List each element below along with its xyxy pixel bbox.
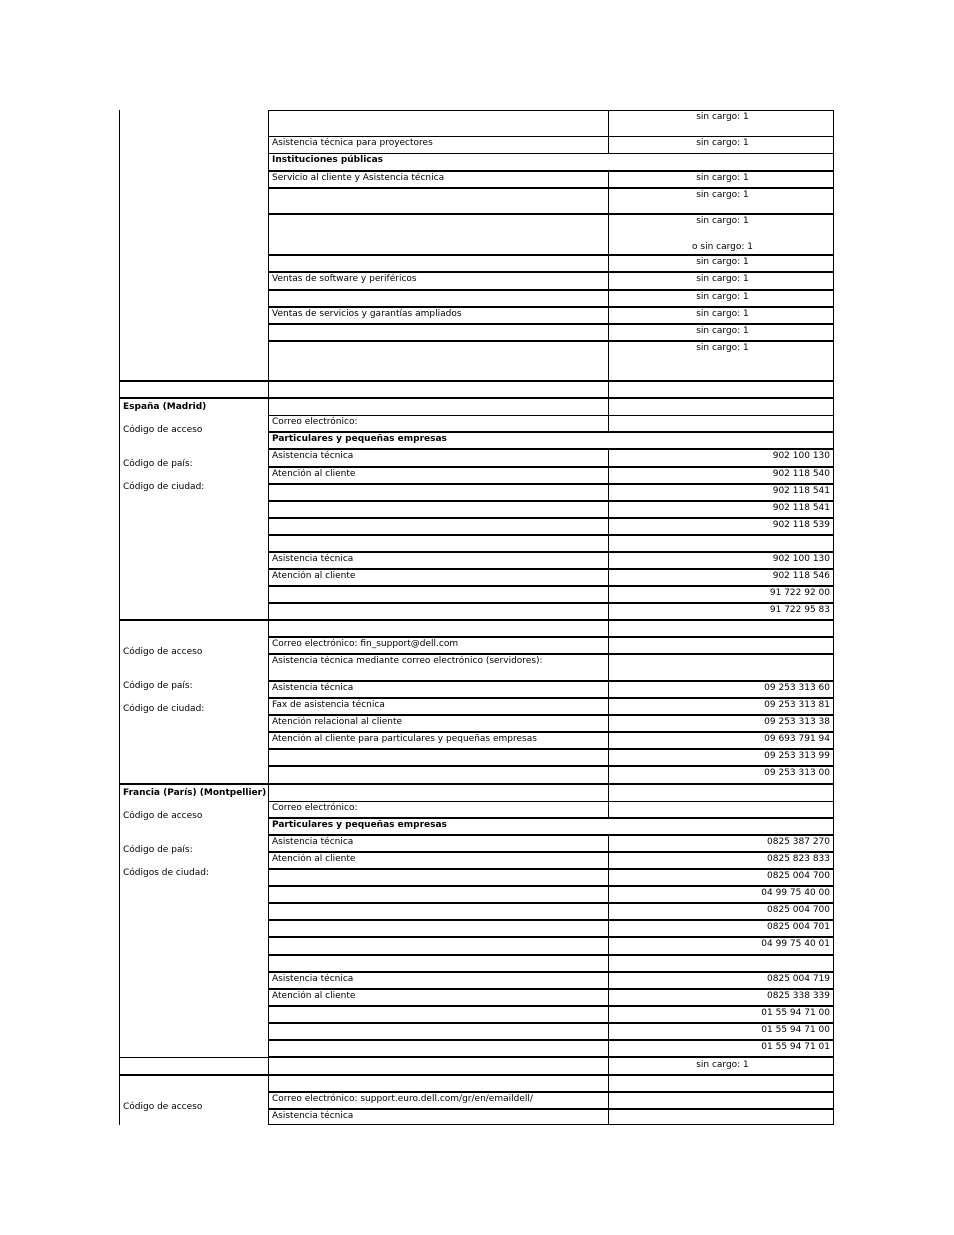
section_a-row-mid-rule <box>608 171 609 188</box>
finland-row-left-rule <box>268 654 269 681</box>
phone-number: 09 253 313 60 <box>764 683 830 693</box>
country-code-label: Código de país: <box>123 681 193 691</box>
spain-row-left-rule <box>268 432 269 449</box>
service-label: Correo electrónico: <box>272 417 358 427</box>
service-label: Atención al cliente <box>272 571 356 581</box>
france-top-rule <box>268 784 834 785</box>
spain-row-mid-rule <box>608 518 609 535</box>
section_a-row-top-rule <box>268 324 834 325</box>
section_a-row-top-rule <box>268 255 834 256</box>
section_a-row-mid-rule <box>608 255 609 272</box>
finland-row-mid-rule <box>608 681 609 698</box>
france-row-left-rule <box>268 937 269 955</box>
spain-row-left-rule <box>268 586 269 603</box>
spain-row-right-rule <box>833 484 834 501</box>
france-row-top-rule <box>268 972 834 973</box>
service-label: Correo electrónico: <box>272 803 358 813</box>
service-label: Ventas de servicios y garantías ampliados <box>272 309 462 319</box>
greece-left-rule <box>119 1075 120 1125</box>
greece-row-right-rule <box>833 1109 834 1125</box>
service-label: Atención relacional al cliente <box>272 717 403 727</box>
france-row-left-rule <box>268 801 269 818</box>
section_a-row-left-rule <box>268 290 269 307</box>
france-row-left-rule <box>268 972 269 989</box>
france-row-left-rule <box>268 835 269 852</box>
spain-row-top-rule <box>268 432 834 433</box>
finland-row-left-rule <box>268 620 269 637</box>
city-code-label: Código de ciudad: <box>123 482 205 492</box>
phone-number: 902 118 541 <box>772 486 830 496</box>
spain-row-top-rule <box>268 535 834 536</box>
section_a-row-left-rule <box>268 153 269 171</box>
france-top-left <box>268 784 269 801</box>
service-label: Atención al cliente <box>272 991 356 1001</box>
service-label: Servicio al cliente y Asistencia técnica <box>272 173 445 183</box>
section_a-row-top-rule <box>268 341 834 342</box>
phone-number: sin cargo: 1 <box>696 173 749 183</box>
france-row-left-rule <box>268 920 269 937</box>
section_a-row-left-rule <box>268 171 269 188</box>
france-row-left-rule <box>268 989 269 1006</box>
finland-row-right-rule <box>833 732 834 749</box>
service-label: Asistencia técnica <box>272 974 354 984</box>
phone-number: 09 253 313 81 <box>764 700 830 710</box>
finland-row-left-rule <box>268 766 269 784</box>
section_a-row-mid-rule <box>608 214 609 255</box>
spain-row-right-rule <box>833 518 834 535</box>
section_a-row-right-rule <box>833 153 834 171</box>
spain-row-right-rule <box>833 432 834 449</box>
phone-number: sin cargo: 1 <box>696 216 749 226</box>
country-code-label: Código de país: <box>123 845 193 855</box>
france-row-mid-rule <box>608 1006 609 1023</box>
france-row-right-rule <box>833 1006 834 1023</box>
spain-row-right-rule <box>833 501 834 518</box>
finland-row-mid-rule <box>608 620 609 637</box>
section_a-row-left-rule <box>268 307 269 324</box>
finland-row-top-rule <box>268 698 834 699</box>
france-row-mid-rule <box>608 835 609 852</box>
france-row-left-rule <box>268 955 269 972</box>
greece-row-mid-rule <box>608 1109 609 1125</box>
country-code-label: Código de país: <box>123 459 193 469</box>
country-name: Francia (París) (Montpellier) <box>123 788 267 798</box>
finland-left-top <box>119 620 269 621</box>
spain-row-mid-rule <box>608 449 609 467</box>
section-heading: Instituciones públicas <box>272 155 384 165</box>
france-row-right-rule <box>833 1040 834 1057</box>
france-row-top-rule <box>268 869 834 870</box>
finland-row-top-rule <box>268 732 834 733</box>
france-left-rule <box>119 784 120 1058</box>
greece-row-top-rule <box>268 1109 834 1110</box>
france-row-right-rule <box>833 972 834 989</box>
france-row-mid-rule <box>608 920 609 937</box>
finland-row-mid-rule <box>608 749 609 766</box>
phone-number: 902 118 539 <box>772 520 830 530</box>
france-row-right-rule <box>833 835 834 852</box>
spain-row-mid-rule <box>608 569 609 586</box>
finland-row-mid-rule <box>608 766 609 784</box>
section_a-row-left-rule <box>268 341 269 381</box>
spain-row-top-rule <box>268 449 834 450</box>
service-label: Asistencia técnica <box>272 837 354 847</box>
france-top-right <box>833 784 834 801</box>
spain-row-top-rule <box>268 552 834 553</box>
city-code-label: Códigos de ciudad: <box>123 868 210 878</box>
spain-row-top-rule <box>268 467 834 468</box>
phone-number: 09 693 791 94 <box>764 734 830 744</box>
finland-row-mid-rule <box>608 698 609 715</box>
service-label: Asistencia técnica <box>272 1111 354 1121</box>
phone-number: 01 55 94 71 00 <box>761 1008 830 1018</box>
france-row-mid-rule <box>608 886 609 903</box>
finland-row-top-rule <box>268 637 834 638</box>
greece-row-top-rule <box>268 1092 834 1093</box>
phone-number: 0825 338 339 <box>767 991 830 1001</box>
france-row-top-rule <box>268 801 834 802</box>
section_a-row-top-rule <box>268 272 834 273</box>
france-row-right-rule <box>833 869 834 886</box>
service-label: Asistencia técnica para proyectores <box>272 138 433 148</box>
finland-row-left-rule <box>268 681 269 698</box>
spain-row-mid-rule <box>608 467 609 484</box>
service-label: Asistencia técnica <box>272 683 354 693</box>
france-left-top <box>119 784 269 785</box>
spain-row-mid-rule <box>608 415 609 432</box>
france-row-right-rule <box>833 818 834 835</box>
france-row-left-rule <box>268 818 269 835</box>
greece-row-bottom-rule <box>268 1124 834 1125</box>
greece-left-top <box>119 1075 269 1076</box>
access-code-label: Código de acceso <box>123 1102 203 1112</box>
finland-row-top-rule <box>268 620 834 621</box>
greece-row-mid-rule <box>608 1075 609 1092</box>
spain-row-top-rule <box>268 569 834 570</box>
phone-number: 0825 823 833 <box>767 854 830 864</box>
section_a-row-mid-rule <box>608 110 609 137</box>
section-heading: Particulares y pequeñas empresas <box>272 434 447 444</box>
france-row-top-rule <box>268 920 834 921</box>
spain-row-left-rule <box>268 449 269 467</box>
spain-row-mid-rule <box>608 501 609 518</box>
section_a-row-left-rule <box>268 110 269 137</box>
spain-top-left <box>268 398 269 415</box>
finland-row-top-rule <box>268 681 834 682</box>
phone-number: 01 55 94 71 00 <box>761 1025 830 1035</box>
phone-number: 0825 004 701 <box>767 922 830 932</box>
spain-row-top-rule <box>268 586 834 587</box>
spain-row-right-rule <box>833 449 834 467</box>
france-row-top-rule <box>268 886 834 887</box>
france-row-right-rule <box>833 937 834 955</box>
section_a-row-left-rule <box>268 214 269 255</box>
section_a-row-top-rule <box>268 188 834 189</box>
finland-row-left-rule <box>268 732 269 749</box>
finland-row-top-rule <box>268 654 834 655</box>
france-row-mid-rule <box>608 972 609 989</box>
section_a-row-left-rule <box>268 136 269 154</box>
france-row-top-rule <box>268 852 834 853</box>
extra-top-rule <box>119 1057 834 1058</box>
country-name: España (Madrid) <box>123 402 207 412</box>
section_a-row-top-rule <box>268 153 834 154</box>
finland-row-right-rule <box>833 681 834 698</box>
section_a-row-top-rule <box>268 290 834 291</box>
spain-row-left-rule <box>268 484 269 501</box>
france-row-right-rule <box>833 903 834 920</box>
phone-number: sin cargo: 1 <box>696 138 749 148</box>
spain-row-mid-rule <box>608 535 609 552</box>
phone-number: sin cargo: 1 <box>696 1060 749 1070</box>
spain-row-top-rule <box>268 484 834 485</box>
section_a-row-mid-rule <box>608 188 609 214</box>
france-row-right-rule <box>833 955 834 972</box>
france-row-mid-rule <box>608 1023 609 1040</box>
spacer-mid-rule-2 <box>608 381 609 398</box>
spain-top-right <box>833 398 834 415</box>
access-code-label: Código de acceso <box>123 647 203 657</box>
spain-row-left-rule <box>268 535 269 552</box>
phone-number: 91 722 95 83 <box>769 605 830 615</box>
spain-row-right-rule <box>833 586 834 603</box>
section_a-row-top-rule <box>268 136 834 137</box>
phone-number: sin cargo: 1 <box>696 326 749 336</box>
phone-number: 902 100 130 <box>772 451 830 461</box>
phone-number: sin cargo: 1 <box>696 292 749 302</box>
phone-number: 09 253 313 99 <box>764 751 830 761</box>
service-label: Asistencia técnica <box>272 554 354 564</box>
france-row-mid-rule <box>608 1040 609 1057</box>
section_a-row-left-rule <box>268 255 269 272</box>
france-row-right-rule <box>833 1023 834 1040</box>
phone-number: 902 118 546 <box>772 571 830 581</box>
finland-row-top-rule <box>268 766 834 767</box>
spain-row-mid-rule <box>608 552 609 569</box>
france-row-left-rule <box>268 852 269 869</box>
phone-number: sin cargo: 1 <box>696 274 749 284</box>
phone-number: 902 118 540 <box>772 469 830 479</box>
france-row-mid-rule <box>608 801 609 818</box>
access-code-label: Código de acceso <box>123 425 203 435</box>
spacer-top-rule <box>119 381 834 382</box>
france-top-mid <box>608 784 609 801</box>
spain-row-left-rule <box>268 552 269 569</box>
section_a-row-left-rule <box>268 272 269 290</box>
france-row-left-rule <box>268 1040 269 1057</box>
spain-row-right-rule <box>833 467 834 484</box>
extra-left-rule <box>119 1057 120 1075</box>
extra-mid-rule <box>268 1057 269 1075</box>
section-a-left-rule <box>119 110 120 382</box>
finland-row-top-rule <box>268 749 834 750</box>
france-row-left-rule <box>268 1023 269 1040</box>
section_a-row-mid-rule <box>608 324 609 341</box>
section_a-row-mid-rule <box>608 272 609 290</box>
phone-number: sin cargo: 1 <box>696 343 749 353</box>
section-heading: Particulares y pequeñas empresas <box>272 820 447 830</box>
phone-number: 0825 004 700 <box>767 905 830 915</box>
phone-number: 91 722 92 00 <box>769 588 830 598</box>
finland-row-left-rule <box>268 749 269 766</box>
france-row-top-rule <box>268 989 834 990</box>
spacer-mid-rule <box>268 381 269 398</box>
spain-row-mid-rule <box>608 603 609 620</box>
phone-number: 0825 004 719 <box>767 974 830 984</box>
france-row-right-rule <box>833 801 834 818</box>
service-label: Fax de asistencia técnica <box>272 700 385 710</box>
france-row-top-rule <box>268 1023 834 1024</box>
finland-row-right-rule <box>833 620 834 637</box>
phone-number: 902 100 130 <box>772 554 830 564</box>
finland-row-mid-rule <box>608 637 609 654</box>
spain-row-left-rule <box>268 569 269 586</box>
spain-row-mid-rule <box>608 484 609 501</box>
spain-row-right-rule <box>833 535 834 552</box>
service-label: Asistencia técnica mediante correo electrónico (servidores): <box>272 656 543 666</box>
france-row-mid-rule <box>608 869 609 886</box>
france-row-left-rule <box>268 869 269 886</box>
france-row-top-rule <box>268 1006 834 1007</box>
spain-row-top-rule <box>268 415 834 416</box>
phone-number: 04 99 75 40 00 <box>761 888 830 898</box>
phone-number: 01 55 94 71 01 <box>761 1042 830 1052</box>
france-row-right-rule <box>833 852 834 869</box>
phone-number: sin cargo: 1 <box>696 112 749 122</box>
france-row-top-rule <box>268 818 834 819</box>
france-row-top-rule <box>268 903 834 904</box>
section_a-row-mid-rule <box>608 341 609 381</box>
greece-row-right-rule <box>833 1092 834 1109</box>
france-row-mid-rule <box>608 989 609 1006</box>
france-row-right-rule <box>833 920 834 937</box>
spain-row-right-rule <box>833 415 834 432</box>
service-label: Correo electrónico: support.euro.dell.com/gr/en/emaildell/ <box>272 1094 533 1104</box>
finland-row-right-rule <box>833 766 834 784</box>
section_a-row-left-rule <box>268 188 269 214</box>
spain-row-top-rule <box>268 501 834 502</box>
finland-row-right-rule <box>833 715 834 732</box>
france-row-mid-rule <box>608 903 609 920</box>
section_a-row-left-rule <box>268 324 269 341</box>
service-label: Atención al cliente <box>272 854 356 864</box>
spain-top-rule <box>268 398 834 399</box>
france-row-right-rule <box>833 989 834 1006</box>
section_a-row-mid-rule <box>608 136 609 154</box>
france-row-left-rule <box>268 886 269 903</box>
finland-row-top-rule <box>268 715 834 716</box>
spain-row-left-rule <box>268 467 269 484</box>
phone-number: sin cargo: 1 <box>696 309 749 319</box>
france-row-right-rule <box>833 886 834 903</box>
spain-left-rule <box>119 398 120 620</box>
service-label: Atención al cliente para particulares y pequeñas empresas <box>272 734 537 744</box>
spain-row-mid-rule <box>608 586 609 603</box>
finland-row-right-rule <box>833 637 834 654</box>
spain-row-right-rule <box>833 552 834 569</box>
france-row-top-rule <box>268 835 834 836</box>
spain-row-left-rule <box>268 518 269 535</box>
section_a-row-top-rule <box>268 307 834 308</box>
finland-row-left-rule <box>268 698 269 715</box>
phone-number-alt: o sin cargo: 1 <box>692 242 753 252</box>
greece-row-top-rule <box>268 1075 834 1076</box>
section_a-row-mid-rule <box>608 290 609 307</box>
phone-number: sin cargo: 1 <box>696 257 749 267</box>
spain-row-left-rule <box>268 415 269 432</box>
finland-row-mid-rule <box>608 732 609 749</box>
phone-number: 09 253 313 38 <box>764 717 830 727</box>
finland-row-right-rule <box>833 654 834 681</box>
france-row-top-rule <box>268 955 834 956</box>
spain-row-right-rule <box>833 569 834 586</box>
city-code-label: Código de ciudad: <box>123 704 205 714</box>
france-row-left-rule <box>268 1006 269 1023</box>
spain-top-mid <box>608 398 609 415</box>
finland-row-left-rule <box>268 715 269 732</box>
service-label: Atención al cliente <box>272 469 356 479</box>
spacer-right-rule <box>833 381 834 398</box>
finland-row-mid-rule <box>608 715 609 732</box>
phone-number: 04 99 75 40 01 <box>761 939 830 949</box>
spain-left-top <box>119 398 269 399</box>
greece-row-right-rule <box>833 1075 834 1092</box>
service-label: Correo electrónico: fin_support@dell.com <box>272 639 459 649</box>
france-row-mid-rule <box>608 937 609 955</box>
phone-number: 902 118 541 <box>772 503 830 513</box>
extra-mid-rule-2 <box>608 1057 609 1075</box>
finland-row-right-rule <box>833 749 834 766</box>
phone-number: 0825 387 270 <box>767 837 830 847</box>
spain-row-left-rule <box>268 501 269 518</box>
service-label: Asistencia técnica <box>272 451 354 461</box>
spain-row-left-rule <box>268 603 269 620</box>
spain-row-top-rule <box>268 518 834 519</box>
phone-number: 0825 004 700 <box>767 871 830 881</box>
france-row-top-rule <box>268 937 834 938</box>
finland-row-mid-rule <box>608 654 609 681</box>
phone-number: sin cargo: 1 <box>696 190 749 200</box>
phone-number: 09 253 313 00 <box>764 768 830 778</box>
greece-row-mid-rule <box>608 1092 609 1109</box>
section_a-row-mid-rule <box>608 307 609 324</box>
spain-row-right-rule <box>833 603 834 620</box>
section_a-row-top-rule <box>268 110 834 111</box>
spacer-left-rule <box>119 381 120 398</box>
service-label: Ventas de software y periféricos <box>272 274 417 284</box>
france-row-left-rule <box>268 903 269 920</box>
section_a-row-top-rule <box>268 214 834 215</box>
greece-row-left-rule <box>268 1075 269 1092</box>
france-row-mid-rule <box>608 852 609 869</box>
greece-row-left-rule <box>268 1109 269 1125</box>
access-code-label: Código de acceso <box>123 811 203 821</box>
finland-row-left-rule <box>268 637 269 654</box>
greece-row-left-rule <box>268 1092 269 1109</box>
finland-left-rule <box>119 620 120 784</box>
france-row-mid-rule <box>608 955 609 972</box>
spain-row-top-rule <box>268 603 834 604</box>
france-row-top-rule <box>268 1040 834 1041</box>
finland-row-right-rule <box>833 698 834 715</box>
section_a-row-top-rule <box>268 171 834 172</box>
